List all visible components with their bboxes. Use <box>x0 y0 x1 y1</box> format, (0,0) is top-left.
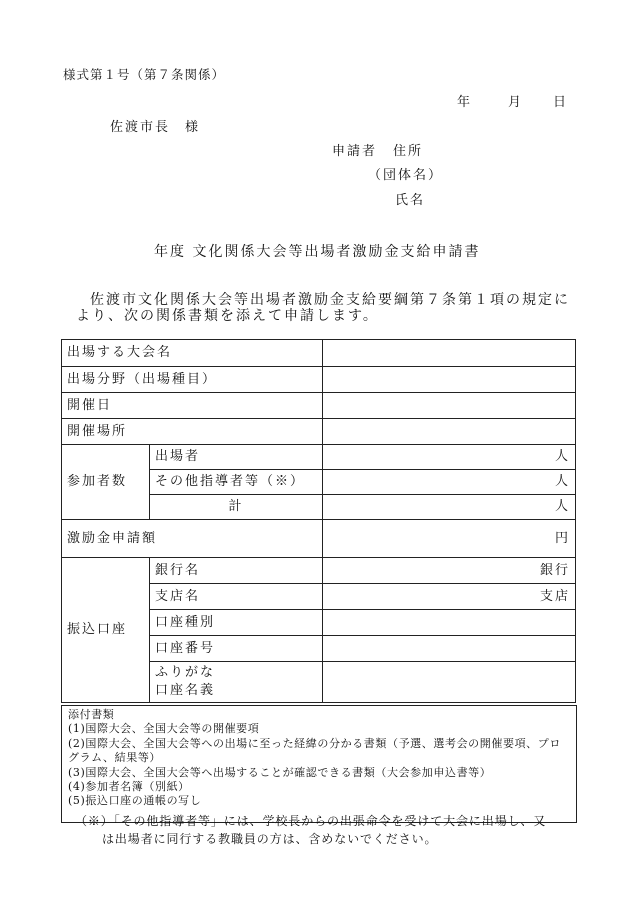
transfer-account-label: 振込口座 <box>62 558 150 703</box>
date-month-label: 月 <box>508 95 524 110</box>
date-day-label: 日 <box>553 95 569 110</box>
table-row <box>62 393 576 419</box>
form-number: 様式第１号（第７条関係） <box>63 67 226 82</box>
note-line-1: （※）「その他指導者等」には、学校長からの出張命令を受けて大会に出場し、又 <box>75 814 547 828</box>
branch-name-field[interactable] <box>323 584 576 610</box>
intro-line-2: より、次の関係書類を添えて申請します。 <box>76 308 379 324</box>
bank-name-label: 銀行名 <box>150 558 323 584</box>
unit-branch: 支店 <box>540 588 571 604</box>
table-row <box>62 340 576 367</box>
tournament-name-label: 出場する大会名 <box>62 340 323 367</box>
branch-name-label: 支店名 <box>150 584 323 610</box>
participants-player-label: 出場者 <box>150 445 323 470</box>
note-line-2: は出場者に同行する教職員の方は、含めないでください。 <box>102 832 438 846</box>
table-row <box>62 367 576 393</box>
account-type-label: 口座種別 <box>150 610 323 636</box>
field-input[interactable] <box>323 367 576 393</box>
attachments-heading: 添付書類 <box>68 708 115 721</box>
participants-total-label: 計 <box>150 495 323 520</box>
table-row <box>62 445 576 470</box>
name-label: 氏名 <box>395 193 426 208</box>
unit-person: 人 <box>555 499 571 515</box>
venue-input[interactable] <box>323 419 576 445</box>
participants-other-label: その他指導者等（※） <box>150 470 323 495</box>
participants-player-field[interactable] <box>323 445 576 470</box>
furigana-label: ふりがな <box>155 665 216 681</box>
attachment-item: (5)振込口座の通帳の写し <box>68 794 202 808</box>
date-year-label: 年 <box>457 95 473 110</box>
intro-line-1: 佐渡市文化関係大会等出場者激励金支給要綱第７条第１項の規定に <box>90 292 570 308</box>
date-label: 開催日 <box>62 393 323 419</box>
addressee: 佐渡市長 様 <box>110 120 201 135</box>
attachment-item: (4)参加者名簿（別紙） <box>68 780 190 794</box>
applicant-label: 申請者 <box>332 144 378 159</box>
address-label: 住所 <box>393 144 424 159</box>
account-number-field[interactable] <box>323 636 576 662</box>
table-row <box>62 419 576 445</box>
venue-label: 開催場所 <box>62 419 323 445</box>
attachment-item: (2)国際大会、全国大会等への出場に至った経緯の分かる書類（予選、選考会の開催要項、プログラム、結果等） <box>68 736 561 765</box>
field-label: 出場分野（出場種目） <box>62 367 323 393</box>
date-input[interactable] <box>323 393 576 419</box>
account-holder-field[interactable] <box>323 662 576 703</box>
unit-yen: 円 <box>555 530 571 546</box>
participants-total-field[interactable] <box>323 495 576 520</box>
amount-label: 激励金申請額 <box>62 520 323 558</box>
table-row <box>62 558 576 584</box>
document-title: 年度 文化関係大会等出場者激励金支給申請書 <box>154 244 481 260</box>
unit-person: 人 <box>555 449 571 465</box>
group-name-label: （団体名） <box>368 168 444 183</box>
account-holder-name-label: 口座名義 <box>155 683 216 698</box>
unit-bank: 銀行 <box>540 562 571 578</box>
account-holder-label <box>150 662 323 703</box>
bank-name-field[interactable] <box>323 558 576 584</box>
attachment-item: (1)国際大会、全国大会等の開催要項 <box>68 722 260 736</box>
participants-label: 参加者数 <box>62 445 150 520</box>
application-table <box>61 339 576 703</box>
amount-field[interactable] <box>323 520 576 558</box>
unit-person: 人 <box>555 474 571 490</box>
attachments-box <box>61 705 577 823</box>
account-type-field[interactable] <box>323 610 576 636</box>
attachment-item: (3)国際大会、全国大会等へ出場することが確認できる書類（大会参加申込書等） <box>68 765 492 779</box>
account-number-label: 口座番号 <box>150 636 323 662</box>
participants-other-field[interactable] <box>323 470 576 495</box>
tournament-name-field[interactable] <box>323 340 576 367</box>
table-row <box>62 520 576 558</box>
